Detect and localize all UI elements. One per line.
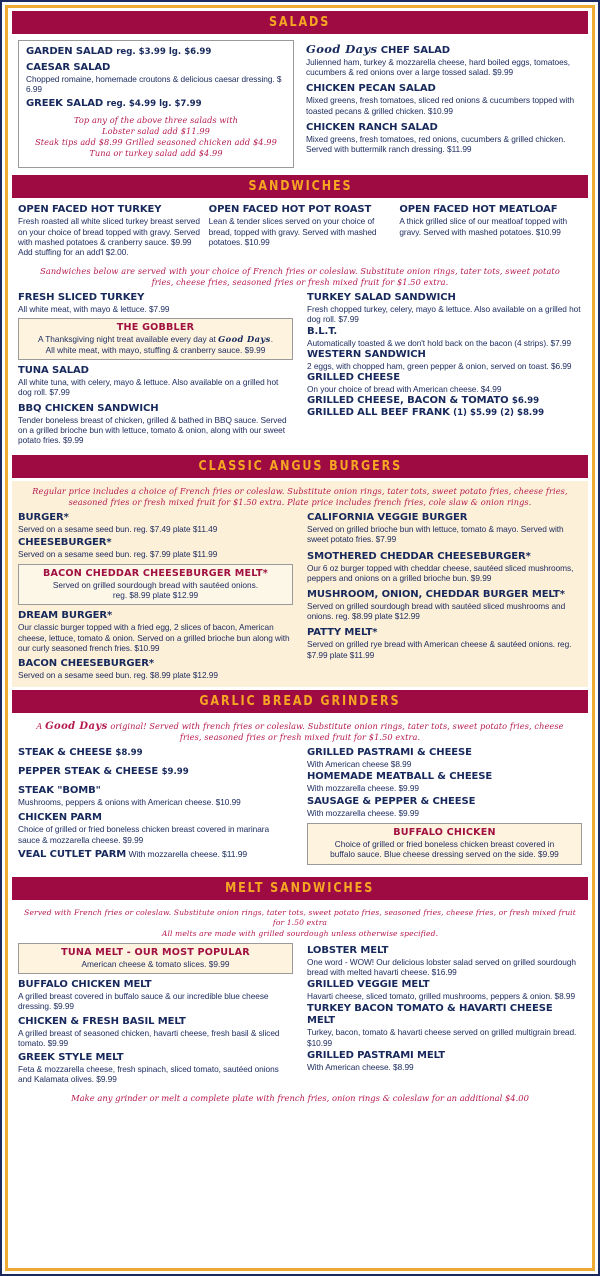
- list-item[interactable]: [26, 46, 286, 58]
- melts-side-note-2: All melts are made with grilled sourdough unless otherwise specified.: [161, 928, 439, 938]
- item-title: TURKEY BACON TOMATO & HAVARTI CHEESE MELT: [307, 1003, 553, 1027]
- item-title: GREEK SALAD: [26, 98, 104, 110]
- item-title: WESTERN SANDWICH: [307, 348, 426, 360]
- sandwich-col-2: [209, 204, 392, 260]
- item-description: Tender boneless breast of chicken, grilled & bathed in BBQ sauce. Served on a grilled brioche bun with lettuce, tomato & onion, along with our sweet potato fries. $9.99: [18, 414, 287, 446]
- salads-right-column: [306, 40, 582, 168]
- item-title: BUFFALO CHICKEN MELT: [18, 979, 152, 991]
- list-item[interactable]: [307, 747, 582, 769]
- section-header-sandwiches: [12, 175, 588, 198]
- item-title: GRILLED PASTRAMI & CHEESE: [307, 747, 472, 759]
- melts-right-column: [307, 943, 582, 1088]
- list-item[interactable]: [307, 979, 582, 1001]
- burgers-body: [12, 481, 588, 687]
- list-item[interactable]: [18, 292, 293, 314]
- item-title: PATTY MELT*: [307, 627, 378, 639]
- item-description: Served on a sesame seed bun. reg. $8.99 plate $12.99: [18, 670, 218, 681]
- item-description: Mushrooms, peppers & onions with American cheese. $10.99: [18, 797, 241, 808]
- item-description: Served on grilled sourdough bread with sautéed sliced mushrooms and onions. reg. $8.99 plate $12.99: [307, 601, 566, 622]
- burgers-side-note: Regular price includes a choice of French fries or coleslaw. Substitute onion rings, tater tots, sweet potato fries, cheese fries, seasoned fries or fresh mixed fruit for $1.50 extra. Plate price includes french fries, cole slaw & onion rings.: [32, 486, 568, 508]
- list-item[interactable]: [18, 812, 293, 844]
- list-item[interactable]: [18, 979, 293, 1011]
- section-grinders: [12, 690, 588, 873]
- item-title: LOBSTER MELT: [307, 944, 389, 956]
- callout-bacon-cheddar-melt[interactable]: [18, 564, 293, 606]
- list-item[interactable]: [307, 372, 582, 394]
- section-salads: [12, 11, 588, 172]
- sandwich-col-3: [399, 204, 582, 260]
- callout-title: BUFFALO CHICKEN: [393, 826, 496, 838]
- item-title: CHICKEN PARM: [18, 812, 102, 824]
- salads-white-box: [18, 40, 294, 168]
- list-item[interactable]: [26, 98, 286, 110]
- item-title: OPEN FACED HOT TURKEY: [18, 204, 162, 216]
- item-description: A grilled breast covered in buffalo sauce & our incredible blue cheese dressing. $9.99: [18, 991, 269, 1012]
- section-title-salads: SALADS: [269, 15, 331, 30]
- callout-line-2: All white meat, with mayo, stuffing & cranberry sauce. $9.99: [45, 344, 266, 355]
- section-title-burgers: CLASSIC ANGUS BURGERS: [198, 459, 402, 475]
- item-description: Lean & tender slices served on your choice of bread, topped with gravy. Served with mashed potatoes. $10.99: [208, 216, 377, 247]
- item-title: GREEK STYLE MELT: [18, 1051, 124, 1063]
- grinders-side-note: [18, 719, 582, 747]
- brand-logo: Good Days: [306, 42, 378, 56]
- item-title: CHICKEN PECAN SALAD: [306, 83, 436, 95]
- list-item[interactable]: [307, 395, 582, 407]
- item-title: BACON CHEESEBURGER*: [18, 658, 154, 670]
- item-price: reg. $3.99 lg. $6.99: [116, 47, 212, 57]
- item-title: STEAK & CHEESE: [18, 747, 113, 759]
- section-title-grinders: GARLIC BREAD GRINDERS: [199, 694, 401, 710]
- item-description: Fresh roasted all white sliced turkey breast served on your choice of bread topped with gravy. Served with mashed potatoes & cranberry sauce. $9.99 Add stuffing for an add'l $2.00.: [18, 216, 200, 258]
- item-title: OPEN FACED HOT POT ROAST: [208, 204, 372, 216]
- item-title: HOMEMADE MEATBALL & CHEESE: [307, 771, 493, 783]
- list-item[interactable]: [306, 43, 582, 77]
- item-title: GRILLED ALL BEEF FRANK: [307, 407, 450, 419]
- menu-inner-frame: [5, 5, 595, 1271]
- list-item[interactable]: [307, 512, 582, 544]
- list-item[interactable]: [307, 407, 582, 419]
- list-item[interactable]: [307, 627, 582, 659]
- item-title: CHICKEN & FRESH BASIL MELT: [18, 1015, 186, 1027]
- section-sandwiches: [12, 175, 588, 452]
- item-inline-description: With mozzarella cheese. $11.99: [126, 848, 248, 859]
- list-item[interactable]: [306, 83, 582, 115]
- section-header-grinders: [12, 690, 588, 713]
- item-description: Served on grilled rye bread with American cheese & sautéed onions. reg. $7.99 plate $11.99: [307, 639, 572, 660]
- list-item[interactable]: [18, 848, 293, 861]
- callout-text-end: .: [270, 334, 273, 345]
- section-title-melts: MELT SANDWICHES: [225, 880, 375, 896]
- item-description: Served on grilled brioche bun with lettuce, tomato & mayo. Served with sweet potato fries. $7.99: [307, 524, 564, 545]
- callout-title: BACON CHEDDAR CHEESEBURGER MELT*: [43, 567, 268, 579]
- section-header-salads: [12, 11, 588, 34]
- list-item[interactable]: [26, 62, 286, 94]
- list-item[interactable]: [18, 365, 293, 397]
- list-item[interactable]: [399, 204, 582, 236]
- item-title: GRILLED CHEESE: [307, 372, 400, 384]
- salad-topping-note: [26, 112, 286, 161]
- section-melts: [12, 877, 588, 1111]
- list-item[interactable]: [307, 796, 582, 818]
- item-title: B.L.T.: [307, 325, 338, 337]
- item-title: CHEF SALAD: [377, 45, 450, 56]
- item-description: A thick grilled slice of our meatloaf topped with gravy. Served with mashed potatoes. $10.99: [399, 216, 568, 237]
- item-price: $8.99: [115, 748, 143, 759]
- list-item[interactable]: [307, 945, 582, 977]
- list-item[interactable]: [307, 326, 582, 348]
- melts-body: [12, 903, 588, 1111]
- section-title-sandwiches: SANDWICHES: [247, 179, 353, 195]
- callout-line-2: buffalo sauce. Blue cheese dressing served on the side. $9.99: [330, 849, 559, 860]
- callout-line-1: Choice of grilled or fried boneless chicken breast covered in: [334, 838, 555, 849]
- note-prefix: A: [36, 721, 46, 732]
- list-item[interactable]: [307, 551, 582, 583]
- item-description: Chopped romaine, homemade croutons & delicious caesar dressing. $ 6.99: [26, 74, 282, 95]
- item-description: Our classic burger topped with a fried egg, 2 slices of bacon, American cheese, lettuce, tomato & onion. Served on a grilled brioche bun along with our curly seasoned french fries. $10.99: [18, 622, 290, 653]
- list-item[interactable]: [18, 610, 293, 653]
- item-title: GRILLED PASTRAMI MELT: [307, 1049, 445, 1061]
- item-title: SAUSAGE & PEPPER & CHEESE: [307, 795, 476, 807]
- list-item[interactable]: [18, 204, 201, 257]
- list-item[interactable]: [307, 589, 582, 621]
- item-title: CALIFORNIA VEGGIE BURGER: [307, 512, 468, 524]
- melts-left-column: [18, 943, 293, 1088]
- list-item[interactable]: [307, 292, 582, 324]
- item-description: With American cheese. $8.99: [307, 1061, 414, 1072]
- item-description: With mozzarella cheese. $9.99: [307, 807, 419, 818]
- item-title: TURKEY SALAD SANDWICH: [307, 292, 456, 304]
- section-header-melts: [12, 877, 588, 900]
- sandwiches-side-note: Sandwiches below are served with your choice of French fries or coleslaw. Substitute onion rings, tater tots, sweet potato fries, cheese fries, seasoned fries or fresh mixed fruit for $1.50 extra.: [40, 266, 560, 288]
- item-price: (1) $5.99 (2) $8.99: [453, 408, 545, 419]
- list-item[interactable]: [18, 1052, 293, 1084]
- callout-line-2: reg. $8.99 plate $12.99: [112, 590, 199, 601]
- item-price: $9.99: [161, 767, 189, 778]
- item-title: PEPPER STEAK & CHEESE: [18, 766, 159, 778]
- list-item[interactable]: [18, 747, 293, 759]
- item-title: DREAM BURGER*: [18, 610, 113, 622]
- list-item[interactable]: [18, 537, 293, 559]
- item-description: With American cheese $8.99: [307, 759, 412, 770]
- item-description: Served on a sesame seed bun. reg. $7.99 plate $11.99: [18, 549, 218, 560]
- callout-line-1: [24, 334, 287, 344]
- item-title: TUNA SALAD: [18, 365, 89, 377]
- list-item[interactable]: [306, 122, 582, 154]
- section-burgers: [12, 455, 588, 687]
- melts-side-note-1: Served with French fries or coleslaw. Substitute onion rings, tater tots, sweet potato fries, seasoned fries, cheese fries, or fresh mixed fruit for 1.50 extra: [24, 907, 576, 927]
- list-item[interactable]: [18, 512, 293, 534]
- grinders-body: [12, 716, 588, 873]
- section-header-burgers: [12, 455, 588, 478]
- grinders-left-column: [18, 747, 293, 869]
- salads-left-column: [18, 40, 294, 168]
- item-description: A grilled breast of seasoned chicken, havarti cheese, fresh basil & sliced tomato. $9.99: [18, 1027, 280, 1048]
- item-title: GRILLED VEGGIE MELT: [307, 979, 430, 991]
- item-price: $6.99: [511, 396, 540, 407]
- list-item[interactable]: [307, 1050, 582, 1072]
- item-description: With mozzarella cheese. $9.99: [307, 783, 419, 794]
- sandwiches-body: [12, 201, 588, 452]
- item-description: Fresh chopped turkey, celery, mayo & lettuce. Also available on a grilled hot dog roll. $7.99: [307, 304, 581, 325]
- burgers-left-column: [18, 512, 293, 683]
- item-title: BURGER*: [18, 512, 69, 524]
- note-line: Lobster salad add $11.99: [102, 126, 210, 137]
- menu-footer-note: Make any grinder or melt a complete plate with french fries, onion rings & coleslaw for an additional $4.00: [71, 1093, 529, 1104]
- item-title: VEAL CUTLET PARM: [18, 848, 127, 860]
- list-item[interactable]: [18, 403, 293, 446]
- note-line: Tuna or turkey salad add $4.99: [89, 148, 223, 159]
- note-suffix: original! Served with french fries or coleslaw. Substitute onion rings, tater tots, sweet potato fries, cheese fries, seasoned fries or fresh mixed fruit for $1.50 extra.: [107, 721, 564, 743]
- item-title: GARDEN SALAD: [26, 46, 113, 57]
- item-title: OPEN FACED HOT MEATLOAF: [399, 204, 558, 216]
- item-description: 2 eggs, with chopped ham, green pepper & onion, served on toast. $6.99: [307, 360, 572, 371]
- callout-line-1: American cheese & tomato slices. $9.99: [81, 958, 230, 969]
- list-item[interactable]: [307, 349, 582, 371]
- item-title: BBQ CHICKEN SANDWICH: [18, 402, 159, 414]
- sandwiches-left-column: [18, 292, 293, 448]
- item-description: Turkey, bacon, tomato & havarti cheese served on grilled multigrain bread. $10.99: [307, 1027, 577, 1048]
- list-item[interactable]: [18, 1016, 293, 1048]
- item-description: Mixed greens, fresh tomatoes, sliced red onions & cucumbers topped with toasted pecans & grilled chicken. $10.99: [306, 95, 575, 116]
- brand-logo: Good Days: [45, 721, 108, 733]
- callout-tuna-melt[interactable]: [18, 943, 293, 974]
- item-description: Julienned ham, turkey & mozzarella cheese, hard boiled eggs, tomatoes, cucumbers & red onions over a large tossed salad. $9.99: [306, 57, 570, 78]
- item-description: Havarti cheese, sliced tomato, grilled mushrooms, peppers & onion. $8.99: [307, 991, 576, 1002]
- callout-title: THE GOBBLER: [116, 322, 195, 334]
- grinders-right-column: [307, 747, 582, 869]
- callout-line-1: Served on grilled sourdough bread with sautéed onions.: [52, 579, 259, 590]
- item-description: Our 6 oz burger topped with cheddar cheese, sautéed sliced mushrooms, peppers and onions on a grilled brioche bun. $9.99: [307, 562, 574, 583]
- item-title: STEAK "BOMB": [18, 785, 101, 797]
- item-description: Automatically toasted & we don't hold back on the bacon (4 strips). $7.99: [307, 337, 572, 348]
- item-title: CHEESEBURGER*: [18, 537, 112, 549]
- item-description: Feta & mozzarella cheese, fresh spinach, sliced tomato, sautéed onions and Kalamata olives. $9.99: [18, 1063, 279, 1085]
- item-title: MUSHROOM, ONION, CHEDDAR BURGER MELT*: [307, 589, 565, 601]
- item-description: All white meat, with mayo & lettuce. $7.99: [18, 304, 170, 315]
- note-line: Top any of the above three salads with: [73, 115, 239, 126]
- item-description: One word - WOW! Our delicious lobster salad served on grilled sourdough bread with melted havarti cheese. $16.99: [307, 956, 576, 977]
- callout-buffalo-chicken[interactable]: [307, 823, 582, 865]
- item-title: SMOTHERED CHEDDAR CHEESEBURGER*: [307, 550, 531, 562]
- callout-the-gobbler[interactable]: [18, 318, 293, 360]
- list-item[interactable]: [18, 658, 293, 680]
- item-description: Choice of grilled or fried boneless chicken breast covered in marinara sauce & mozzarella cheese. $9.99: [18, 824, 270, 845]
- note-line: Steak tips add $8.99 Grilled seasoned chicken add $4.99: [35, 137, 277, 148]
- item-description: Served on a sesame seed bun. reg. $7.49 plate $11.49: [18, 524, 218, 535]
- sandwiches-right-column: [307, 292, 582, 448]
- item-title: CAESAR SALAD: [26, 62, 111, 73]
- item-description: All white tuna, with celery, mayo & lettuce. Also available on a grilled hot dog roll. $7.99: [18, 377, 279, 398]
- list-item[interactable]: [18, 766, 293, 778]
- list-item[interactable]: [209, 204, 392, 247]
- list-item[interactable]: [18, 785, 293, 807]
- item-title: CHICKEN RANCH SALAD: [306, 121, 438, 133]
- item-price: reg. $4.99 lg. $7.99: [106, 99, 202, 110]
- item-description: Mixed greens, fresh tomatoes, red onions, cucumbers & grilled chicken. Served with buttermilk ranch dressing. $11.99: [306, 133, 566, 155]
- item-title: FRESH SLICED TURKEY: [18, 292, 145, 304]
- callout-title: TUNA MELT - OUR MOST POPULAR: [61, 946, 250, 958]
- callout-text: A Thanksgiving night treat available every day at: [37, 334, 219, 345]
- burgers-right-column: [307, 512, 582, 683]
- salads-body: [12, 37, 588, 172]
- item-description: On your choice of bread with American cheese. $4.99: [307, 384, 502, 395]
- item-title: GRILLED CHEESE, BACON & TOMATO: [307, 395, 509, 407]
- brand-logo: Good Days: [218, 334, 271, 345]
- list-item[interactable]: [307, 771, 582, 793]
- list-item[interactable]: [307, 1003, 582, 1047]
- sandwich-col-1: [18, 204, 201, 260]
